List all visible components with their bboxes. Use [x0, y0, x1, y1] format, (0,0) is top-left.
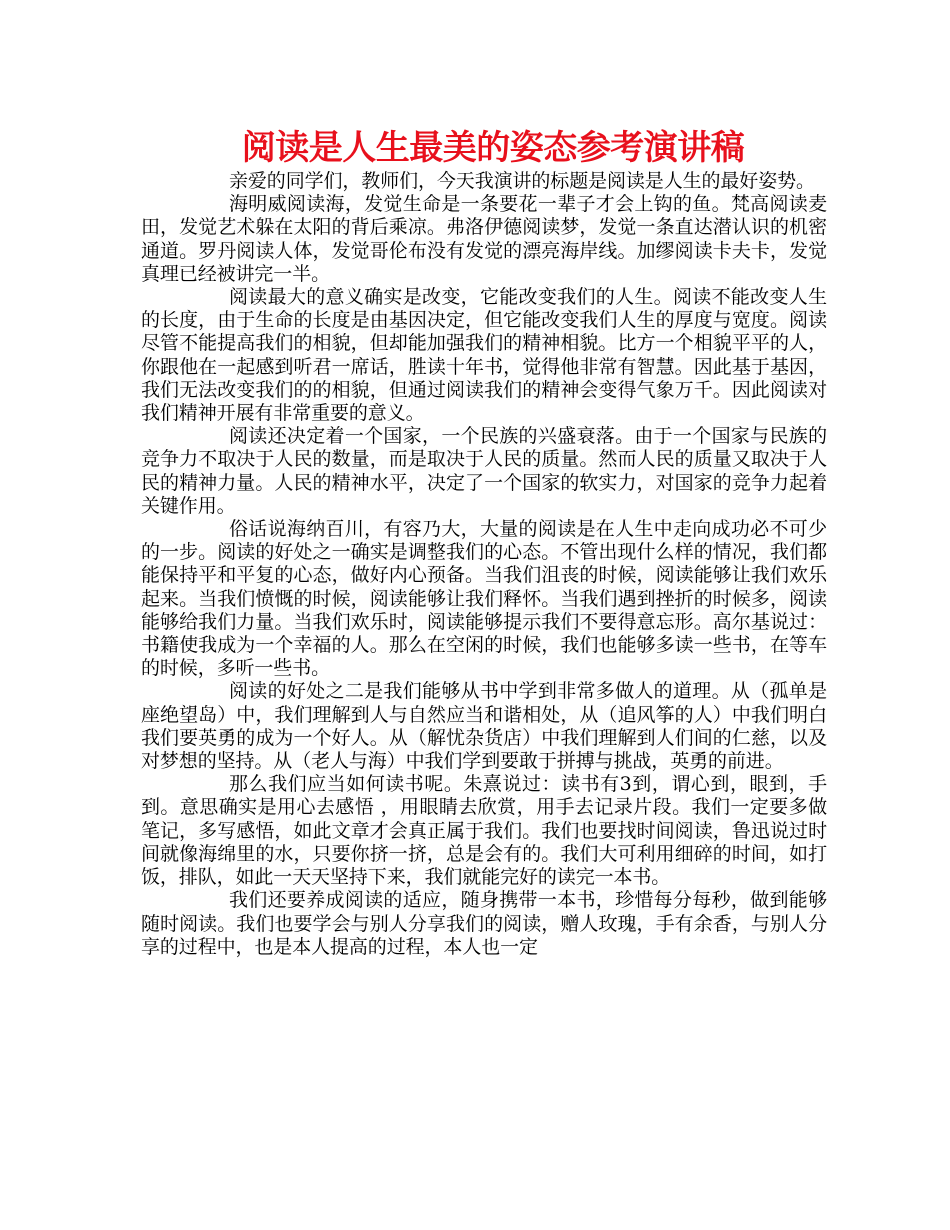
paragraph-habit: 我们还要养成阅读的适应，随身携带一本书，珍惜每分每秒，做到能够随时阅读。我们也要学会与别人分享我们的阅读，赠人玫瑰，手有余香，与别人分享的过程中，也是本人提高的过程，本人也一定	[141, 889, 827, 958]
paragraph-benefit-two: 阅读的好处之二是我们能够从书中学到非常多做人的道理。从（孤单是座绝望岛）中，我们理解到人与自然应当和谐相处，从（追风筝的人）中我们明白我们要英勇的成为一个好人。从（解忧杂货店）中我们理解到人们间的仁慈，以及对梦想的坚持。从（老人与海）中我们学到要敢于拼搏与挑战，英勇的前进。	[141, 680, 827, 773]
paragraph-benefit-one: 俗话说海纳百川，有容乃大，大量的阅读是在人生中走向成功必不可少的一步。阅读的好处之一确实是调整我们的心态。不管出现什么样的情况，我们都能保持平和平复的心态，做好内心预备。当我们沮丧的时候，阅读能够让我们欢乐起来。当我们愤慨的时候，阅读能够让我们释怀。当我们遇到挫折的时候多，阅读能够给我们力量。当我们欢乐时，阅读能够提示我们不要得意忘形。高尔基说过：书籍使我成为一个幸福的人。那么在空闲的时候，我们也能够多读一些书，在等车的时候，多听一些书。	[141, 518, 827, 680]
paragraph-greeting: 亲爱的同学们，教师们，今天我演讲的标题是阅读是人生的最好姿势。	[229, 170, 815, 192]
document-title: 阅读是人生最美的姿态参考演讲稿	[241, 128, 745, 168]
document-page	[141, 126, 827, 959]
paragraph-meaning-of-reading: 阅读最大的意义确实是改变，它能改变我们的人生。阅读不能改变人生的长度，由于生命的长度是由基因决定，但它能改变我们人生的厚度与宽度。阅读尽管不能提高我们的相貌，但却能加强我们的精神相貌。比方一个相貌平平的人，你跟他在一起感到听君一席话，胜读十年书，觉得他非常有智慧。因此基于基因，我们无法改变我们的的相貌，但通过阅读我们的精神会变得气象万千。因此阅读对我们精神开展有非常重要的意义。	[141, 286, 827, 425]
paragraph-reading-examples: 海明威阅读海，发觉生命是一条要花一辈子才会上钩的鱼。梵高阅读麦田，发觉艺术躲在太阳的背后乘凉。弗洛伊德阅读梦，发觉一条直达潜认识的机密通道。罗丹阅读人体，发觉哥伦布没有发觉的漂亮海岸线。加缪阅读卡夫卡，发觉真理已经被讲完一半。	[141, 193, 827, 285]
paragraph-how-to-read: 那么我们应当如何读书呢。朱熹说过：读书有3到，谓心到，眼到，手到。意思确实是用心去感悟 ，用眼睛去欣赏，用手去记录片段。我们一定要多做笔记，多写感悟，如此文章才会真正属于我们。我们也要找时间阅读，鲁迅说过时间就像海绵里的水，只要你挤一挤，总是会有的。我们大可利用细碎的时间，如打饭，排队，如此一天天坚持下来，我们就能完好的读完一本书。	[141, 773, 827, 889]
paragraph-nation: 阅读还决定着一个国家，一个民族的兴盛衰落。由于一个国家与民族的竞争力不取决于人民的数量，而是取决于人民的质量。然而人民的质量又取决于人民的精神力量。人民的精神水平，决定了一个国家的软实力，对国家的竞争力起着关键作用。	[141, 425, 827, 517]
